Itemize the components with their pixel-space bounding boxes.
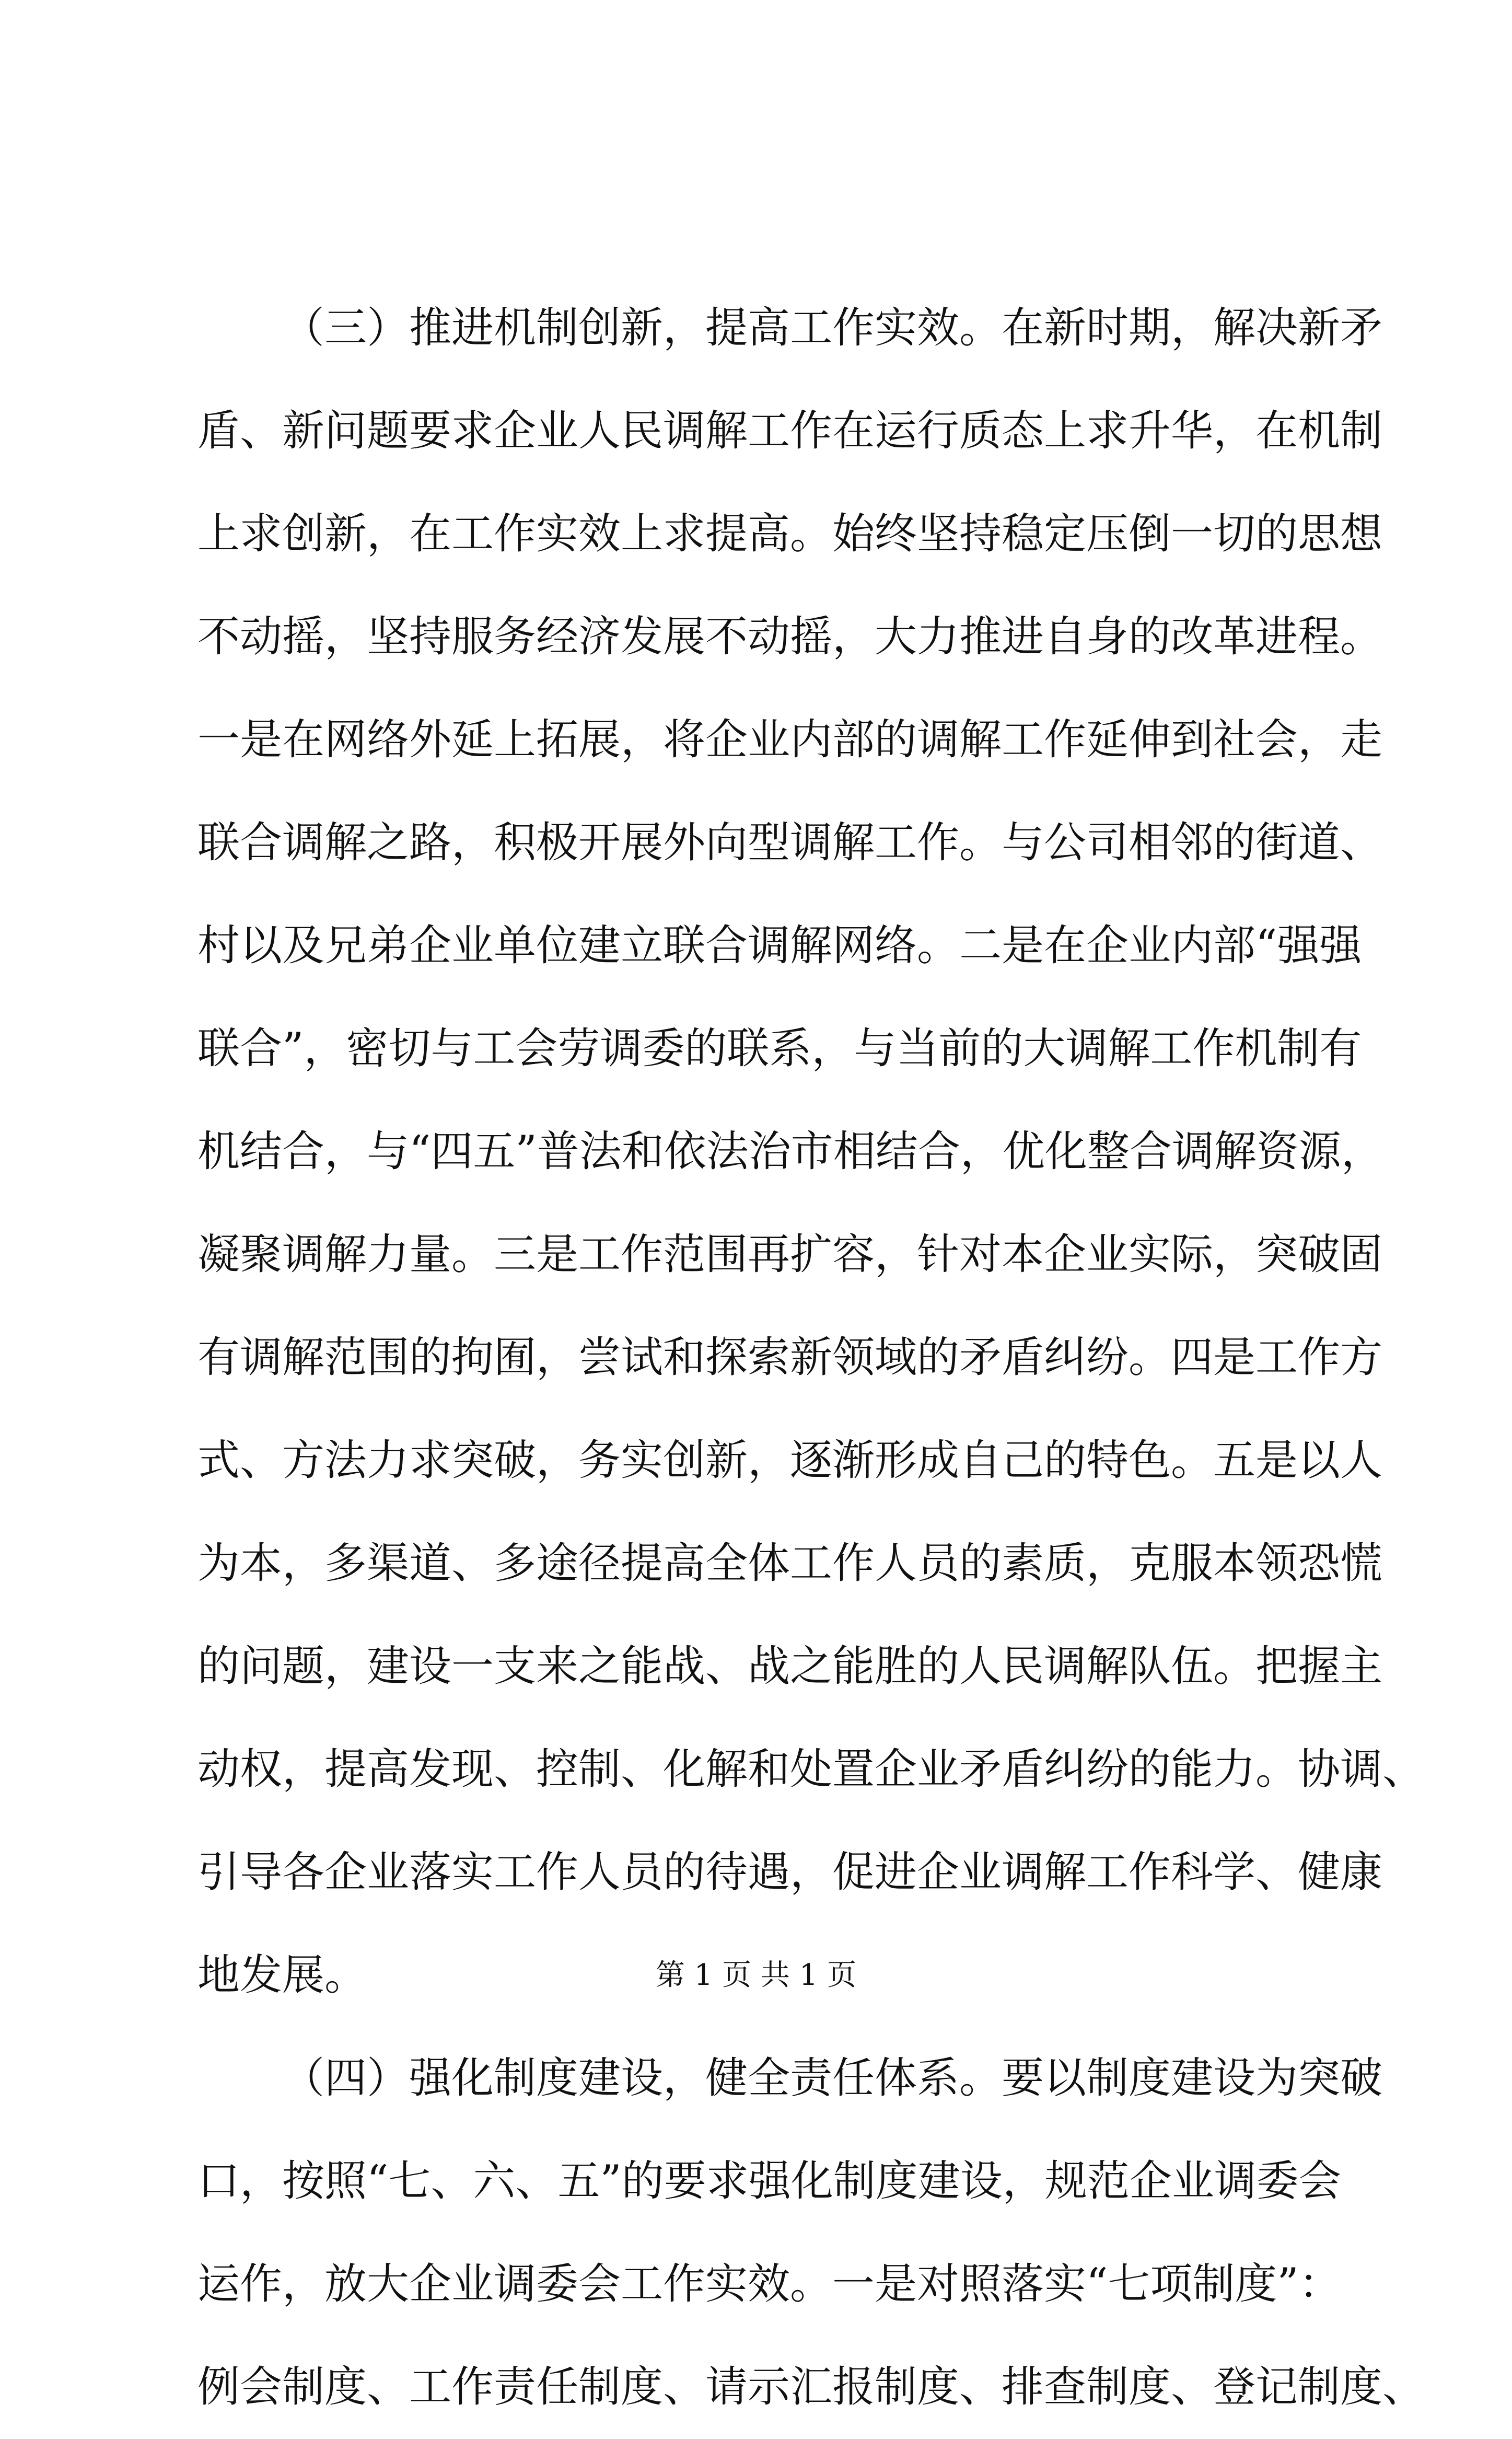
- paragraph-line: 动权，提高发现、控制、化解和处置企业矛盾纠纷的能力。协调、: [197, 1745, 1425, 1794]
- paragraph-line: 有调解范围的拘囿，尝试和探索新领域的矛盾纠纷。四是工作方: [197, 1333, 1383, 1382]
- paragraph-3: [197, 277, 1425, 2027]
- paragraph-line: 联合”，密切与工会劳调委的联系，与当前的大调解工作机制有: [197, 1024, 1362, 1073]
- paragraph-line: 口，按照“七、六、五”的要求强化制度建设，规范企业调委会: [197, 2157, 1341, 2206]
- paragraph-line: （四）强化制度建设，健全责任体系。要以制度建设为突破: [282, 2054, 1383, 2103]
- paragraph-line: 引导各企业落实工作人员的待遇，促进企业调解工作科学、健康: [197, 1848, 1383, 1897]
- paragraph-line: 上求创新，在工作实效上求提高。始终坚持稳定压倒一切的思想: [197, 510, 1383, 559]
- paragraph-line: 联合调解之路，积极开展外向型调解工作。与公司相邻的街道、: [197, 818, 1383, 868]
- paragraph-line: 盾、新问题要求企业人民调解工作在运行质态上求升华，在机制: [197, 407, 1383, 456]
- paragraph-4: [197, 2027, 1425, 2439]
- paragraph-line: 机结合，与“四五”普法和依法治市相结合，优化整合调解资源，: [197, 1127, 1383, 1176]
- paragraph-line: 一是在网络外延上拓展，将企业内部的调解工作延伸到社会，走: [197, 715, 1383, 765]
- paragraph-line: 例会制度、工作责任制度、请示汇报制度、排查制度、登记制度、: [197, 2363, 1425, 2412]
- paragraph-line: 凝聚调解力量。三是工作范围再扩容，针对本企业实际，突破固: [197, 1230, 1383, 1279]
- paragraph-line: （三）推进机制创新，提高工作实效。在新时期，解决新矛: [282, 304, 1383, 353]
- paragraph-line: 为本，多渠道、多途径提高全体工作人员的素质，克服本领恐慌: [197, 1539, 1383, 1588]
- paragraph-line: 村以及兄弟企业单位建立联合调解网络。二是在企业内部“强强: [197, 921, 1362, 970]
- paragraph-line: 式、方法力求突破，务实创新，逐渐形成自己的特色。五是以人: [197, 1436, 1383, 1485]
- page-number-footer: 第 1 页 共 1 页: [655, 1958, 857, 1992]
- paragraph-line: 运作，放大企业调委会工作实效。一是对照落实“七项制度”：: [197, 2260, 1341, 2309]
- body-text: [197, 277, 1425, 2439]
- paragraph-line: 不动摇，坚持服务经济发展不动摇，大力推进自身的改革进程。: [197, 612, 1383, 662]
- paragraph-line: 地发展。: [197, 1951, 367, 2000]
- paragraph-line: 的问题，建设一支来之能战、战之能胜的人民调解队伍。把握主: [197, 1642, 1383, 1691]
